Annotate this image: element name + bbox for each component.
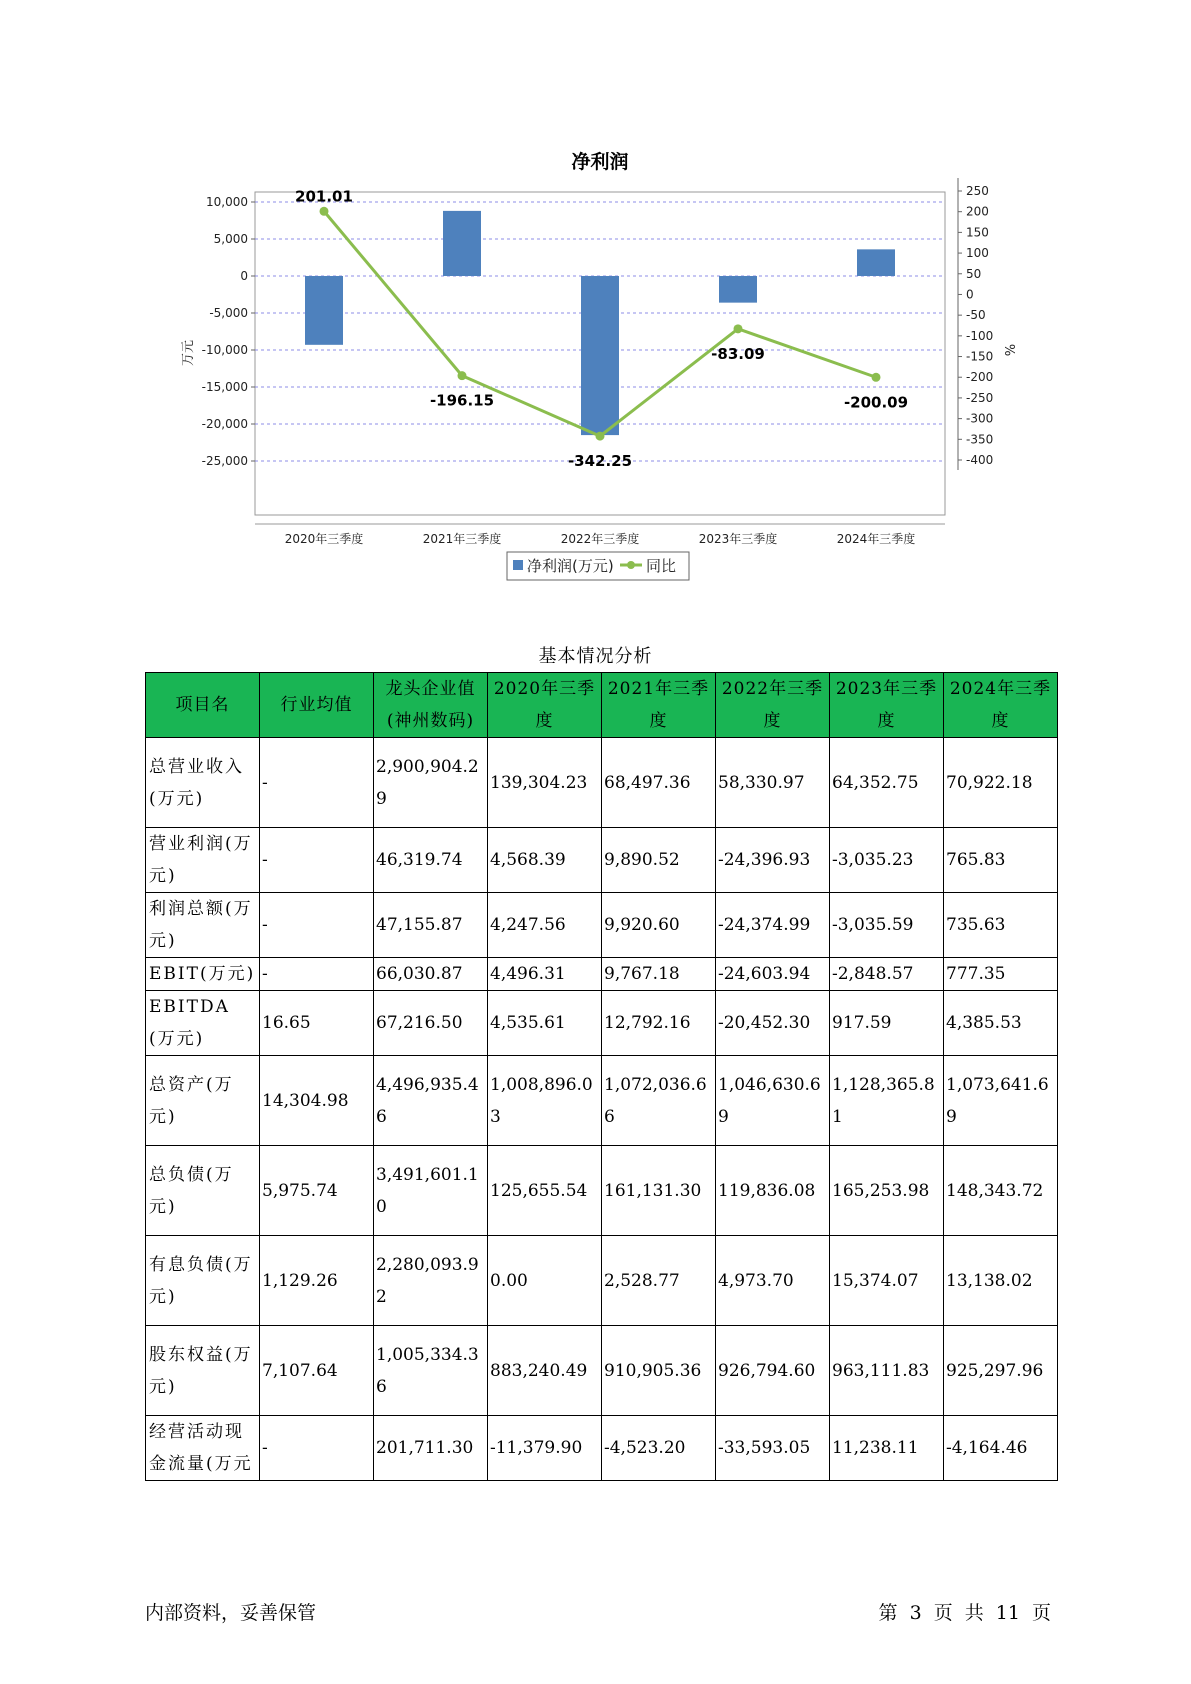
- value-cell: 1,046,630.69: [716, 1056, 830, 1146]
- value-cell: 1,129.26: [260, 1236, 374, 1326]
- y-tick-label: 5,000: [213, 232, 248, 246]
- y2-tick-label: -200: [966, 370, 994, 385]
- value-cell: 2,528.77: [602, 1236, 716, 1326]
- value-cell: 5,975.74: [260, 1146, 374, 1236]
- value-cell: 139,304.23: [488, 738, 602, 828]
- bar: [857, 249, 895, 276]
- value-cell: -4,164.46: [944, 1416, 1058, 1481]
- footer-confidential-note: 内部资料，妥善保管: [145, 1602, 317, 1624]
- y2-tick-label: -300: [966, 411, 994, 426]
- table-header-cell: 行业均值: [260, 673, 374, 738]
- value-cell: 9,767.18: [602, 958, 716, 991]
- table-title: 基本情况分析: [538, 646, 653, 667]
- footer-page-number: 第 3 页 共 11 页: [878, 1602, 1051, 1624]
- data-label: -83.09: [711, 344, 765, 363]
- bar: [305, 276, 343, 345]
- value-cell: 777.35: [944, 958, 1058, 991]
- x-tick-label: 2022年三季度: [560, 532, 640, 546]
- value-cell: 67,216.50: [374, 991, 488, 1056]
- y2-tick-label: -250: [966, 390, 994, 405]
- y2-tick-label: 50: [966, 266, 982, 281]
- value-cell: 16.65: [260, 991, 374, 1056]
- value-cell: 4,385.53: [944, 991, 1058, 1056]
- value-cell: 119,836.08: [716, 1146, 830, 1236]
- table-header-cell: 2024年三季度: [944, 673, 1058, 738]
- value-cell: 68,497.36: [602, 738, 716, 828]
- value-cell: 14,304.98: [260, 1056, 374, 1146]
- value-cell: 1,073,641.69: [944, 1056, 1058, 1146]
- table-header-cell: 2020年三季度: [488, 673, 602, 738]
- value-cell: -11,379.90: [488, 1416, 602, 1481]
- value-cell: 765.83: [944, 828, 1058, 893]
- table-row: [146, 1146, 1058, 1236]
- value-cell: 15,374.07: [830, 1236, 944, 1326]
- y2-tick-label: -50: [966, 308, 986, 323]
- value-cell: 2,900,904.29: [374, 738, 488, 828]
- table-row: [146, 828, 1058, 893]
- legend-bar-swatch: [513, 560, 523, 570]
- legend-line-marker: [627, 561, 635, 569]
- value-cell: -2,848.57: [830, 958, 944, 991]
- value-cell: 917.59: [830, 991, 944, 1056]
- x-tick-label: 2021年三季度: [422, 532, 502, 546]
- value-cell: -: [260, 828, 374, 893]
- y2-tick-label: -350: [966, 432, 994, 447]
- value-cell: 1,128,365.81: [830, 1056, 944, 1146]
- y2-axis-label: %: [1001, 343, 1016, 357]
- x-tick-label: 2024年三季度: [836, 532, 916, 546]
- value-cell: 883,240.49: [488, 1326, 602, 1416]
- y-tick-label: -20,000: [201, 417, 248, 431]
- row-label-cell: 总营业收入(万元): [146, 738, 260, 828]
- row-label-cell: 股东权益(万元): [146, 1326, 260, 1416]
- value-cell: 910,905.36: [602, 1326, 716, 1416]
- y-tick-label: 0: [240, 269, 248, 283]
- table-row: [146, 1236, 1058, 1326]
- yoy-point: [734, 324, 743, 333]
- value-cell: 13,138.02: [944, 1236, 1058, 1326]
- y2-axis-ticks: [958, 178, 993, 470]
- value-cell: 7,107.64: [260, 1326, 374, 1416]
- row-label-cell: 利润总额(万元): [146, 893, 260, 958]
- value-cell: 1,072,036.66: [602, 1056, 716, 1146]
- table-row: [146, 1056, 1058, 1146]
- y2-tick-label: 250: [966, 184, 989, 198]
- value-cell: 201,711.30: [374, 1416, 488, 1481]
- value-cell: 2,280,093.92: [374, 1236, 488, 1326]
- bar-series: [305, 211, 895, 435]
- data-label: -342.25: [567, 452, 633, 471]
- legend: [507, 552, 689, 580]
- table-row: [146, 893, 1058, 958]
- y2-tick-label: 200: [966, 204, 989, 219]
- value-cell: 58,330.97: [716, 738, 830, 828]
- x-axis-ticks: [255, 524, 945, 546]
- value-cell: -24,396.93: [716, 828, 830, 893]
- y2-tick-label: 0: [966, 287, 974, 302]
- table-header-cell: 2021年三季度: [602, 673, 716, 738]
- y-axis-ticks: [202, 195, 255, 468]
- value-cell: 47,155.87: [374, 893, 488, 958]
- bar: [443, 211, 481, 276]
- value-cell: 4,535.61: [488, 991, 602, 1056]
- value-cell: -: [260, 958, 374, 991]
- legend-label-yoy: 同比: [646, 557, 677, 575]
- y-axis-label: 万元: [181, 339, 196, 367]
- y2-tick-label: -400: [966, 453, 994, 467]
- row-label-cell: EBITDA(万元): [146, 991, 260, 1056]
- y-tick-label: -10,000: [201, 343, 248, 357]
- y2-tick-label: 150: [966, 225, 989, 240]
- value-cell: 926,794.60: [716, 1326, 830, 1416]
- value-cell: 11,238.11: [830, 1416, 944, 1481]
- table-row: [146, 991, 1058, 1056]
- data-label: -196.15: [429, 391, 495, 410]
- value-cell: 125,655.54: [488, 1146, 602, 1236]
- bar: [581, 276, 619, 435]
- value-cell: 4,973.70: [716, 1236, 830, 1326]
- value-cell: 4,496,935.46: [374, 1056, 488, 1146]
- value-cell: 9,890.52: [602, 828, 716, 893]
- table-row: [146, 1416, 1058, 1481]
- value-cell: 963,111.83: [830, 1326, 944, 1416]
- row-label-cell: 营业利润(万元): [146, 828, 260, 893]
- data-label: -200.09: [843, 393, 909, 412]
- y-tick-label: 10,000: [206, 195, 248, 209]
- row-label-cell: 有息负债(万元): [146, 1236, 260, 1326]
- yoy-point: [596, 432, 605, 441]
- value-cell: -: [260, 893, 374, 958]
- value-cell: 165,253.98: [830, 1146, 944, 1236]
- value-cell: 4,568.39: [488, 828, 602, 893]
- row-label-cell: 经营活动现金流量(万元: [146, 1416, 260, 1481]
- net-profit-chart: [170, 138, 1030, 598]
- y2-tick-label: 100: [966, 246, 989, 261]
- value-cell: 1,008,896.03: [488, 1056, 602, 1146]
- y-tick-label: -15,000: [201, 380, 248, 394]
- value-cell: -24,603.94: [716, 958, 830, 991]
- value-cell: 925,297.96: [944, 1326, 1058, 1416]
- table-row: [146, 1326, 1058, 1416]
- value-cell: 9,920.60: [602, 893, 716, 958]
- bar: [719, 276, 757, 303]
- y2-tick-label: -100: [966, 328, 994, 343]
- value-cell: -33,593.05: [716, 1416, 830, 1481]
- value-cell: 0.00: [488, 1236, 602, 1326]
- legend-label-net-profit: 净利润(万元): [527, 557, 614, 575]
- yoy-point: [458, 371, 467, 380]
- value-cell: 4,496.31: [488, 958, 602, 991]
- value-cell: 46,319.74: [374, 828, 488, 893]
- chart-title: 净利润: [571, 151, 629, 173]
- value-cell: -3,035.23: [830, 828, 944, 893]
- value-cell: 4,247.56: [488, 893, 602, 958]
- value-cell: -3,035.59: [830, 893, 944, 958]
- table-header-cell: 2022年三季度: [716, 673, 830, 738]
- x-tick-label: 2023年三季度: [698, 532, 778, 546]
- value-cell: 66,030.87: [374, 958, 488, 991]
- value-cell: 70,922.18: [944, 738, 1058, 828]
- basic-analysis-table: [145, 672, 1058, 1481]
- table-row: [146, 738, 1058, 828]
- yoy-point: [872, 373, 881, 382]
- table-header-cell: 2023年三季度: [830, 673, 944, 738]
- y-tick-label: -5,000: [209, 306, 248, 320]
- y2-tick-label: -150: [966, 349, 994, 364]
- table-header-cell: 项目名: [146, 673, 260, 738]
- value-cell: 148,343.72: [944, 1146, 1058, 1236]
- chart-canvas: [170, 138, 1030, 598]
- table-header-cell: 龙头企业值(神州数码): [374, 673, 488, 738]
- row-label-cell: 总负债(万元): [146, 1146, 260, 1236]
- value-cell: -4,523.20: [602, 1416, 716, 1481]
- value-cell: 64,352.75: [830, 738, 944, 828]
- x-tick-label: 2020年三季度: [284, 532, 364, 546]
- value-cell: 12,792.16: [602, 991, 716, 1056]
- value-cell: -24,374.99: [716, 893, 830, 958]
- yoy-point: [320, 207, 329, 216]
- value-cell: 161,131.30: [602, 1146, 716, 1236]
- value-cell: -20,452.30: [716, 991, 830, 1056]
- table-row: [146, 958, 1058, 991]
- value-cell: -: [260, 738, 374, 828]
- row-label-cell: 总资产(万元): [146, 1056, 260, 1146]
- row-label-cell: EBIT(万元): [146, 958, 260, 991]
- value-cell: 1,005,334.36: [374, 1326, 488, 1416]
- data-label: 201.01: [295, 187, 353, 206]
- y-tick-label: -25,000: [201, 454, 248, 468]
- value-cell: -: [260, 1416, 374, 1481]
- table-header-row: [146, 673, 1058, 738]
- value-cell: 3,491,601.10: [374, 1146, 488, 1236]
- value-cell: 735.63: [944, 893, 1058, 958]
